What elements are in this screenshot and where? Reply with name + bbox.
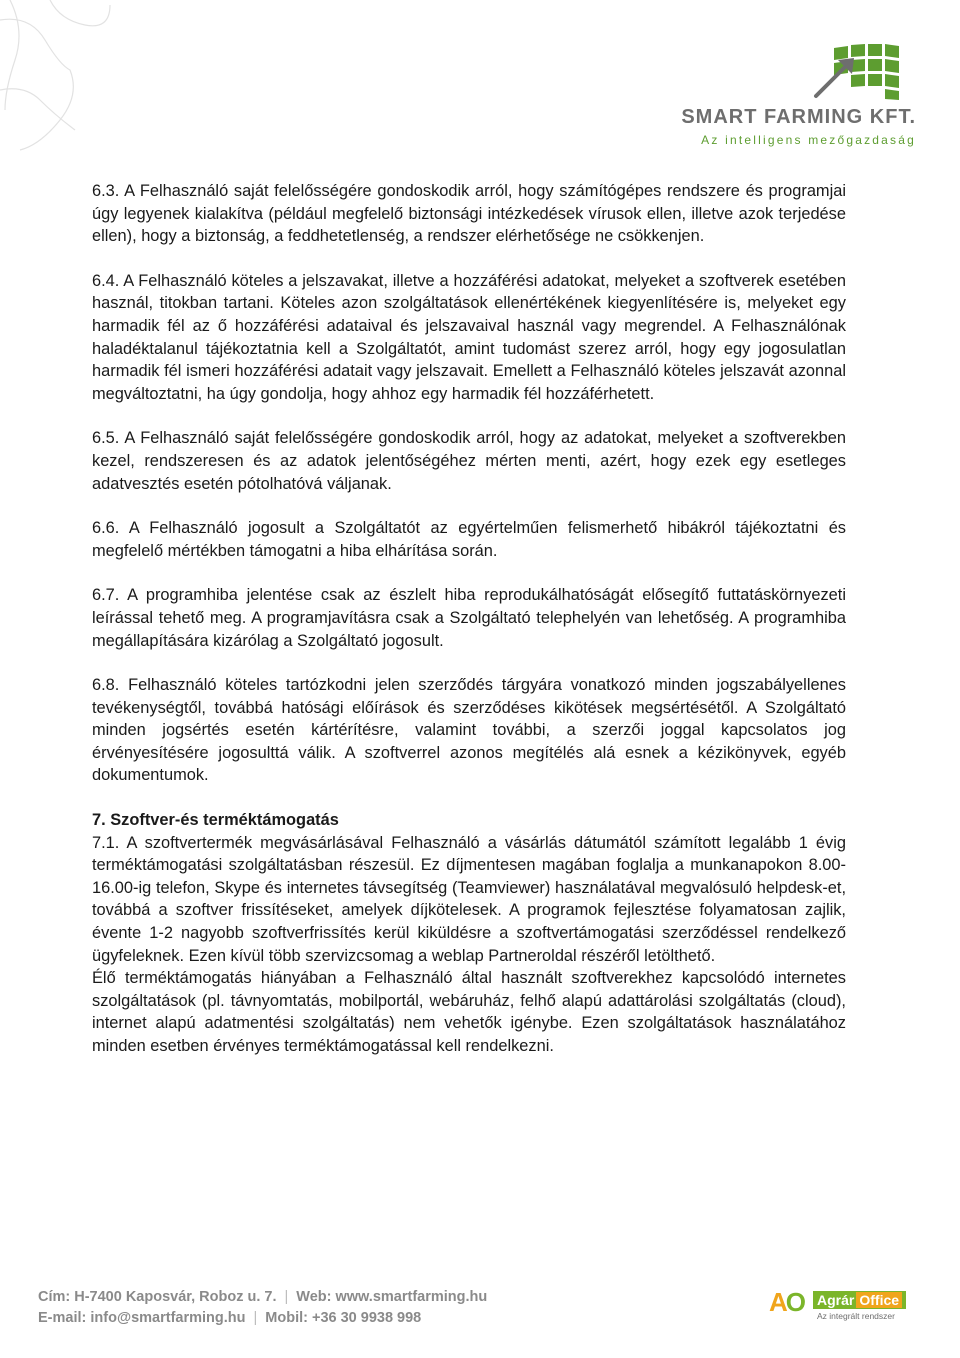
company-tagline: Az intelligens mezőgazdaság bbox=[701, 133, 916, 147]
footer-line-1 bbox=[38, 1287, 558, 1308]
company-name: SMART FARMING KFT. bbox=[681, 106, 916, 128]
footer-separator: | bbox=[253, 1310, 258, 1326]
paragraph-6-4: 6.4. A Felhasználó köteles a jelszavakat, illetve a hozzáférési adatokat, melyeket a szoftverek esetében használ, titokban tartani. Köteles azon szolgáltatások ellenértékének kiegyenlítésére is, melyeket egy harmadik fél az ő hozzáférési adataival és jelszavaival használ vagy megrendel. A Felhasználónak haladéktalanul tájékoztatnia kell a Szolgáltatót, amint tudomást szerez arról, hogy egy jogosulatlan harmadik fél ismeri hozzáférési adatait vagy jelszavait. Emellett a Felhasználó köteles jelszavát azonnal megváltoztatni, ha úgy gondolja, hogy ahhoz egy harmadik fél hozzáférhetett. bbox=[92, 271, 846, 403]
footer-line-2 bbox=[38, 1308, 558, 1329]
paragraph-6-5: 6.5. A Felhasználó saját felelősségére gondoskodik arról, hogy az adatokat, melyeket a szoftverekben kezel, rendszeresen és az adatok jelentőségéhez mérten menti, azért, hogy ezek egy esetleges adatvesztés esetén pótolhatóvá váljanak. bbox=[92, 429, 846, 493]
document-body bbox=[92, 180, 846, 1058]
paragraph-7-1-continued: Élő terméktámogatás hiányában a Felhasználó által használt szoftverekhez kapcsolódó internetes szolgáltatások (pl. távnyomtatás, mobilportál, webáruház, felhő alapú adattárolási szolgáltatás (cloud), internet alapú adatmentési szolgáltatás) nem vehetők igénybe. Ezen szolgáltatások használatához minden esetben érvényes terméktámogatással kell rendelkezni. bbox=[92, 969, 846, 1055]
contact-footer bbox=[38, 1287, 558, 1329]
map-outline-decoration bbox=[0, 0, 120, 160]
footer-mobile: Mobil: +36 30 9938 998 bbox=[265, 1310, 422, 1326]
footer-web[interactable]: Web: www.smartfarming.hu bbox=[296, 1289, 488, 1305]
paragraph-6-8: 6.8. Felhasználó köteles tartózkodni jelen szerződés tárgyára vonatkozó minden jogszabályellenes tevékenységtől, továbbá hatósági előírások és szerződéses kikötések megsértésétől. A Szolgáltató minden jogsértés esetén kártérítésre, valamint további, a szerzői joggal kapcsolatos jog érvényesítésére jogosulttá válik. A szoftverrel azonos megítélés alá esnek a kézikönyvek, egyéb dokumentumok. bbox=[92, 676, 846, 785]
agrar-office-name: Agrár Office bbox=[813, 1291, 906, 1309]
footer-separator: | bbox=[284, 1289, 289, 1305]
agrar-office-logo bbox=[769, 1287, 919, 1327]
footer-email[interactable]: E-mail: info@smartfarming.hu bbox=[38, 1310, 246, 1326]
agrar-office-subtitle: Az integrált rendszer bbox=[817, 1311, 895, 1321]
agrar-office-mark-icon: AO bbox=[769, 1287, 805, 1317]
section-heading-7: 7. Szoftver-és terméktámogatás bbox=[92, 811, 339, 830]
paragraph-6-3: 6.3. A Felhasználó saját felelősségére gondoskodik arról, hogy számítógépes rendszere és programjai úgy legyenek kialakítva (például megfelelő biztonsági intézkedések vírusok ellen, illetve azok terjedése ellen), hogy a biztonság, a feddhetetlenség, a rendszer elérhetősége ne csökkenjen. bbox=[92, 182, 846, 246]
rising-arrow-field-icon bbox=[772, 40, 916, 102]
footer-address: Cím: H-7400 Kaposvár, Roboz u. 7. bbox=[38, 1289, 277, 1305]
paragraph-6-7: 6.7. A programhiba jelentése csak az észlelt hiba reprodukálhatóságát elősegítő futtatáskörnyezeti leírással tehető meg. A programjavításra csak a Szolgáltató telephelyén van lehetőség. A programhiba megállapítására kizárólag a Szolgáltató jogosult. bbox=[92, 586, 846, 650]
paragraph-6-6: 6.6. A Felhasználó jogosult a Szolgáltatót az egyértelműen felismerhető hibákról tájékoztatni és megfelelő mértékben támogatni a hiba elhárítása során. bbox=[92, 519, 846, 560]
smart-farming-logo bbox=[676, 40, 916, 155]
paragraph-7-1: 7.1. A szoftvertermék megvásárlásával Felhasználó a vásárlás dátumától számított legalább 1 évig terméktámogatási szolgáltatásban részesül. Ez díjmentesen magában foglalja a munkanapokon 8.00-16.00-ig telefon, Skype és internetes távsegítség (Teamviewer) használatával megvalósuló helpdesk-et, továbbá a szoftver frissítéseket, amelyek díjkötelesek. A programok fejlesztése folyamatosan zajlik, évente 1-2 nagyobb szoftverfrissítés kerül kiküldésre a szoftvertámogatási szerződéssel rendelkező ügyfeleknek. Ezen kívül több szervizcsomag a weblap Partneroldal részéről letölthető. bbox=[92, 833, 846, 965]
